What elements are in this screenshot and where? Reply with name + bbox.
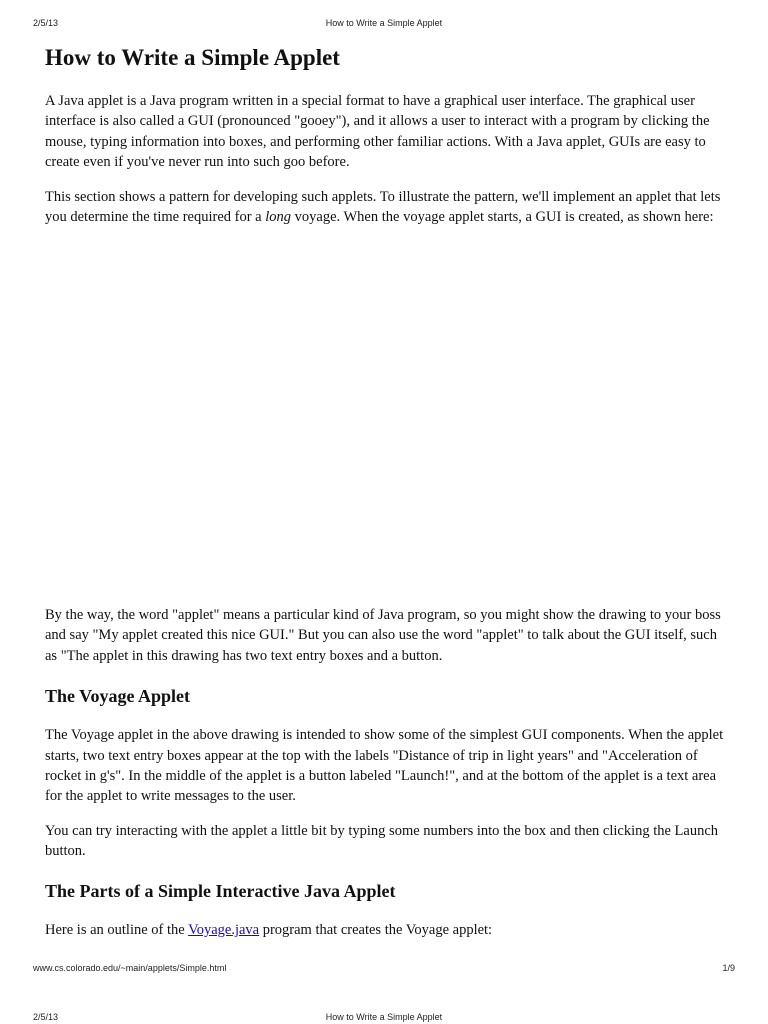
print-footer	[0, 963, 768, 977]
page-title: How to Write a Simple Applet	[45, 45, 340, 70]
article	[45, 40, 725, 227]
voyage-paragraph-1: The Voyage applet in the above drawing is intended to show some of the simplest GUI components. When the applet starts, two text entry boxes appear at the top with the labels "Distance of trip in light years" and "Acceleration of rocket in g's". In the middle of the applet is a button labeled "Launch!", and at the bottom of the applet is a text area for the applet to write messages to the user.	[45, 727, 724, 805]
page-number: 1/9	[722, 963, 735, 973]
voyage-paragraph-2: You can try interacting with the applet a little bit by typing some numbers into the box and then clicking the Launch button.	[45, 822, 719, 860]
outline-text-before: Here is an outline of the	[45, 921, 189, 938]
print-date: 2/5/13	[33, 18, 59, 28]
next-print-date: 2/5/13	[33, 1012, 59, 1022]
print-title: How to Write a Simple Applet	[325, 18, 443, 28]
pattern-text-before: This section shows a pattern for developing such applets. To illustrate the pattern, we'll implement an applet that lets you determine the time required for a	[45, 188, 721, 226]
source-url: www.cs.colorado.edu/~main/applets/Simple.html	[33, 963, 227, 973]
section-heading-voyage: The Voyage Applet	[45, 686, 191, 707]
section-heading-parts: The Parts of a Simple Interactive Java Applet	[45, 880, 396, 901]
outline-paragraph	[45, 920, 725, 940]
article-continued	[45, 605, 725, 940]
pattern-paragraph	[45, 187, 725, 228]
by-the-way-paragraph: By the way, the word "applet" means a particular kind of Java program, so you might show the drawing to your boss and say "My applet created this nice GUI." But you can also use the word "applet" to talk about the GUI itself, such as "The applet in this drawing has two text entry boxes and a button.	[45, 607, 721, 664]
outline-text-after: program that creates the Voyage applet:	[259, 921, 493, 938]
applet-screenshot-placeholder	[45, 256, 725, 596]
next-page-header	[0, 1012, 768, 1024]
print-header	[0, 18, 768, 32]
intro-paragraph: A Java applet is a Java program written in a special format to have a graphical user interface. The graphical user interface is also called a GUI (pronounced "gooey"), and it allows a user to interact with a program by clicking the mouse, typing information into boxes, and performing other familiar actions. With a Java applet, GUIs are easy to create even if you've never run into such goo before.	[45, 93, 710, 171]
next-print-title: How to Write a Simple Applet	[325, 1012, 443, 1022]
emphasis-long: long	[265, 209, 292, 226]
voyage-java-link[interactable]: Voyage.java	[188, 921, 260, 938]
pattern-text-after: voyage. When the voyage applet starts, a GUI is created, as shown here:	[291, 209, 714, 226]
